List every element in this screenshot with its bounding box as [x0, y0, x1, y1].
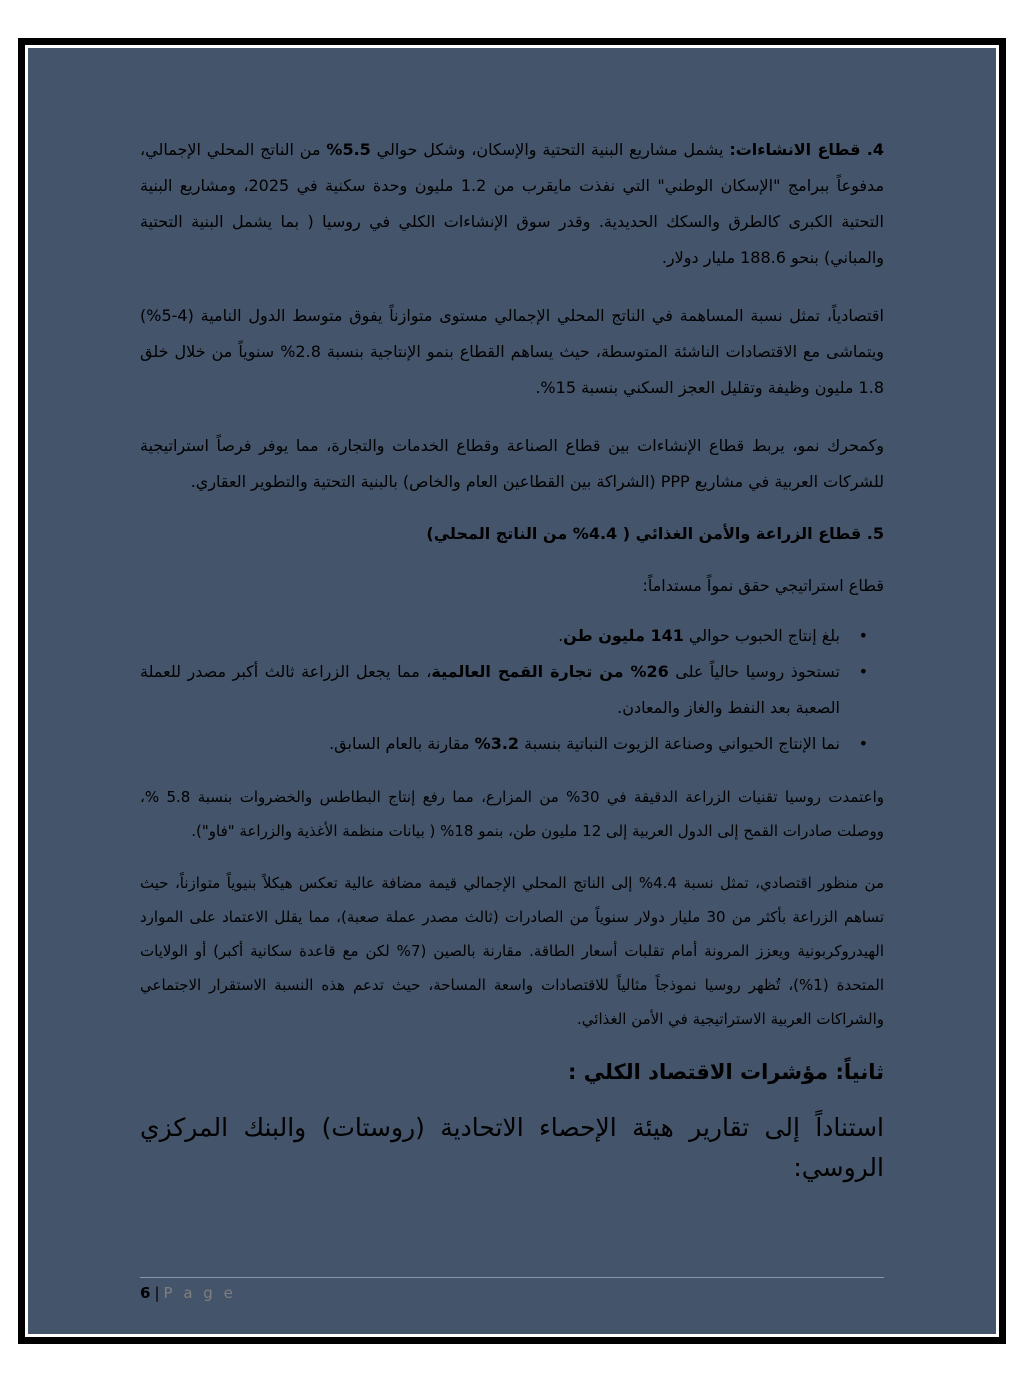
page-word: P a g e [163, 1284, 236, 1302]
list-item [140, 726, 868, 762]
economic-paragraph: اقتصادياً، تمثل نسبة المساهمة في الناتج المحلي الإجمالي مستوى متوازناً يفوق متوسط الدول النامية (4-5%) ويتماشى مع الاقتصادات الناشئة المتوسطة، حيث يساهم القطاع بنمو الإنتاجية بنسبة 2.8% سنوياً من خلال خلق 1.8 مليون وظيفة وتقليل العجز السكني بنسبة 15%. [140, 306, 885, 397]
page-border [18, 38, 1006, 1344]
bullet-text: نما الإنتاج الحيواني وصناعة الزيوت النباتية بنسبة [519, 734, 840, 753]
agriculture-bullets [140, 618, 884, 762]
bullet-icon: • [858, 662, 868, 681]
bullet-bold: 141 مليون طن [563, 626, 684, 645]
agriculture-intro: قطاع استراتيجي حقق نمواً مستداماً: [642, 576, 884, 595]
bullet-icon: • [858, 734, 868, 753]
document-page [28, 48, 996, 1334]
construction-pct: 5.5% [326, 140, 371, 159]
agriculture-heading: 5. قطاع الزراعة والأمن الغذائي ( 4.4% من الناتج المحلي) [426, 524, 884, 543]
list-item [140, 654, 868, 726]
bullet-text: تستحوذ روسيا حالياً على [668, 662, 841, 681]
list-item [140, 618, 868, 654]
page-number: 6 [140, 1284, 151, 1302]
bullet-text: مقارنة بالعام السابق. [329, 734, 475, 753]
construction-paragraph [140, 132, 884, 276]
bullet-bold: 26% من تجارة القمح العالمية [431, 662, 669, 681]
page-border-inner [25, 45, 999, 1337]
precision-agriculture-paragraph: واعتمدت روسيا تقنيات الزراعة الدقيقة في 30% من المزارع، مما رفع إنتاج البطاطس والخضروات بنسبة 5.8 %، ووصلت صادرات القمح إلى الدول العربية إلى 12 مليون طن، بنمو 18% ( بيانات منظمة الأغذية والزراعة "فاو"). [140, 788, 884, 840]
perspective-paragraph: من منظور اقتصادي، تمثل نسبة 4.4% إلى الناتج المحلي الإجمالي قيمة مضافة عالية تعكس هيكلاً بنيوياً متوازناً، حيث تساهم الزراعة بأكثر من 30 مليار دولار سنوياً من الصادرات (ثالث مصدر عملة صعبة)، مما يقلل الاعتماد على الموارد الهيدروكربونية ويعزز المرونة أمام تقلبات أسعار الطاقة. مقارنة بالصين (7% لكن مع قاعدة سكانية أكبر) أو الولايات المتحدة (1%)، تُظهر روسيا نموذجاً مثالياً للاقتصادات واسعة المساحة، حيث تدعم هذه النسبة الاستقرار الاجتماعي والشراكات العربية الاستراتيجية في الأمن الغذائي. [140, 874, 884, 1028]
bullet-text: . [558, 626, 564, 645]
bullet-text: ، مما يجعل الزراعة ثالث أكبر مصدر للعملة الصعبة بعد النفط والغاز والمعادن. [140, 662, 840, 717]
engine-paragraph: وكمحرك نمو، يربط قطاع الإنشاءات بين قطاع الصناعة وقطاع الخدمات والتجارة، مما يوفر فرصاً استراتيجية للشركات العربية في مشاريع PPP (الشراكة بين القطاعين العام والخاص) بالبنية التحتية والتطوير العقاري. [140, 436, 884, 491]
section-title: ثانياً: مؤشرات الاقتصاد الكلي : [568, 1060, 884, 1084]
construction-text-a: يشمل مشاريع البنية التحتية والإسكان، وشكل حوالي [370, 140, 730, 159]
page-footer [140, 1277, 884, 1302]
bullet-text: بلغ إنتاج الحبوب حوالي [683, 626, 840, 645]
construction-text-b: من الناتج المحلي الإجمالي، مدفوعاً ببرامج "الإسكان الوطني" التي نفذت مايقرب من 1.2 مليون وحدة سكنية في 2025، ومشاريع البنية التحتية الكبرى كالطرق والسكك الحديدية. وقدر سوق الإنشاءات الكلي في روسيا ( بما يشمل البنية التحتية والمباني) بنحو 188.6 مليار دولار. [140, 140, 885, 267]
bullet-bold: 3.2% [474, 734, 520, 753]
construction-heading: 4. قطاع الانشاءات: [729, 140, 885, 159]
bullet-icon: • [858, 626, 868, 645]
page-content [140, 132, 884, 1188]
source-line: استناداً إلى تقارير هيئة الإحصاء الاتحادية (روستات) والبنك المركزي الروسي: [140, 1113, 884, 1182]
footer-separator: | [154, 1284, 160, 1302]
